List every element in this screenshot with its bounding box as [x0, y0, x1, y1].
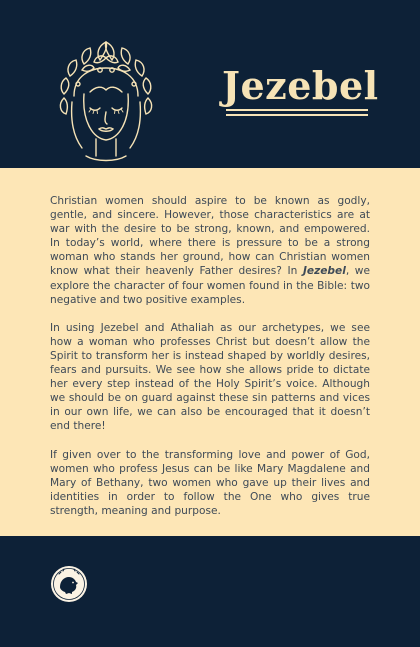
- blurb-p1-text: Christian women should aspire to be known as godly, gentle, and sincere. However, those characteristics are at war with the desire to be strong, known, and empowered. In today’s world, where there is pressure to be a strong woman who stands her ground, how can Christian women know what their heavenly Father desires? In: [50, 195, 370, 278]
- hair-outline: [74, 68, 138, 96]
- blurb-paragraph-1: [50, 194, 370, 307]
- laurel-crown: [60, 42, 151, 114]
- back-cover-blurb: [0, 168, 420, 536]
- blurb-paragraph-2: In using Jezebel and Athaliah as our archetypes, we see how a woman who professes Christ but doesn’t allow the Spirit to transform her is instead shaped by worldly desires, fears and pursuits. We see how she allows pride to dictate her every step instead of the Holy Spirit’s voice. Although we should be on guard against these sin patterns and vices in our own life, we can also be encouraged that it doesn’t end there!: [50, 321, 370, 433]
- title-underline-second: [226, 114, 368, 116]
- woman-with-laurel-crown-icon: [52, 36, 160, 164]
- face-outline: [84, 94, 129, 140]
- blurb-paragraph-3: If given over to the transforming love and power of God, women who profess Jesus can be like Mary Magdalene and Mary of Bethany, two women who gave up their lives and identities in order to follow the One who gives true strength, meaning and purpose.: [50, 448, 370, 517]
- book-title: Jezebel: [222, 63, 379, 108]
- blurb-p1-text-end: , we explore the character of four women found in the Bible: two negative and two positive examples.: [50, 265, 370, 306]
- blurb-p1-title-emphasis: Jezebel: [302, 265, 346, 278]
- lion-seal-logo-icon: [50, 565, 88, 603]
- title-underline: [226, 109, 368, 111]
